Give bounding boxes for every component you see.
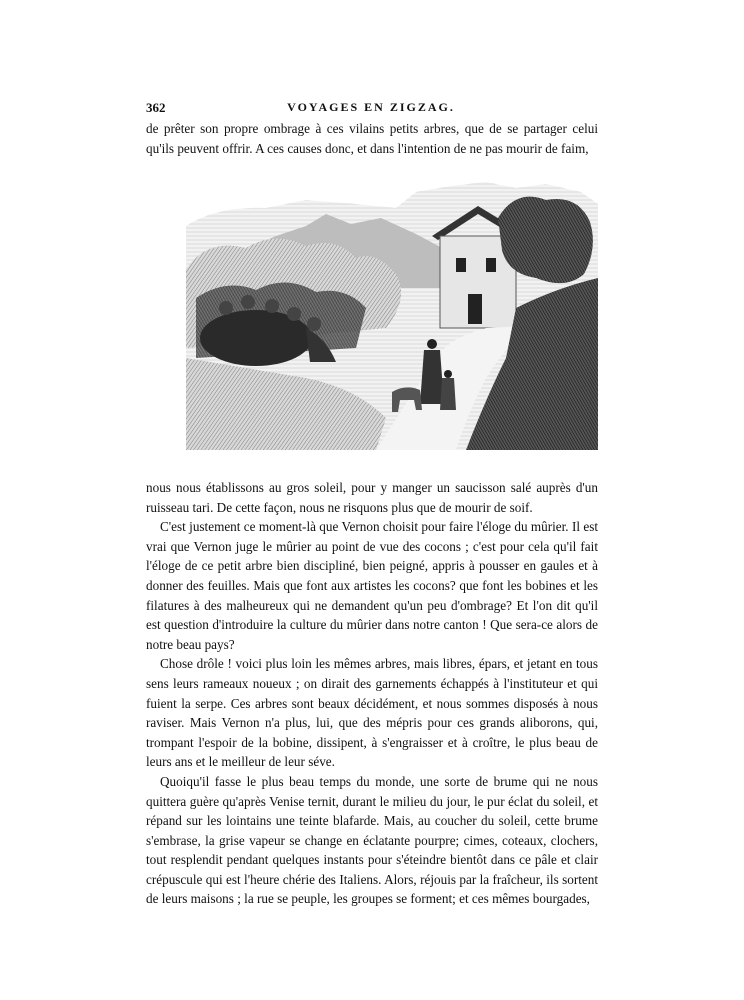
paragraph-3: Chose drôle ! voici plus loin les mêmes arbres, mais libres, épars, et jetant en tous sens leurs rameaux noueux ; on dirait des garnements échappés à l'instituteur et qui fuient la serpe. Ces arbres sont beaux décidément, et nous sommes disposés à nous raviser. Mais Vernon n'a plus, lui, que des mépris pour ces grands aliborons, qui, trompant l'espoir de la bobine, dissipent, à s'engraisser et à croître, le plus beau de leurs ans et le meilleur de leur séve.	[146, 656, 598, 770]
top-text-block	[146, 119, 598, 158]
paragraph-continued: de prêter son propre ombrage à ces vilains petits arbres, que de se partager celui qu'ils peuvent offrir. A ces causes donc, et dans l'intention de ne pas mourir de faim,	[146, 121, 598, 156]
paragraph-4: Quoiqu'il fasse le plus beau temps du monde, une sorte de brume qui ne nous quittera guère qu'après Venise ternit, durant le milieu du jour, le pur éclat du soleil, et répand sur les lointains une teinte blafarde. Mais, au coucher du soleil, cette brume s'embrase, la grise vapeur se change en éclatante pourpre; cimes, coteaux, clochers, tout resplendit pendant quelques instants pour s'éteindre bientôt dans ce pâle et clair crépuscule qui est l'heure chérie des Italiens. Alors, réjouis par la fraîcheur, ils sortent de leurs maisons ; la rue se peuple, les groupes se forment; et ces mêmes bourgades,	[146, 773, 598, 907]
house-door	[468, 294, 482, 324]
bottom-text-block	[146, 478, 598, 909]
page-number: 362	[146, 100, 166, 115]
running-title: VOYAGES EN ZIGZAG.	[287, 100, 455, 114]
paragraph-1: nous nous établissons au gros soleil, pour y manger un saucisson salé auprès d'un ruisseau tari. De cette façon, nous ne risquons plus que de mourir de soif.	[146, 480, 598, 515]
house-window	[456, 258, 466, 272]
engraving-illustration	[186, 178, 598, 450]
paragraph-2: C'est justement ce moment-là que Vernon choisit pour faire l'éloge du mûrier. Il est vrai que Vernon juge le mûrier au point de vue des cocons ; c'est pour cela qu'il fait l'éloge de ce petit arbre bien discipliné, bien peigné, appris à pousser en gaules et à donner des feuilles. Mais que font aux artistes les cocons? que font les bobines et les filatures à des malheureux qui ne demandent qu'un peu d'ombrage? Et l'on dit qu'il est question d'introduire la culture du mûrier dans notre canton ! Que sera-ce alors de notre beau pays?	[146, 519, 598, 652]
page-header	[146, 100, 596, 118]
house-window	[486, 258, 496, 272]
